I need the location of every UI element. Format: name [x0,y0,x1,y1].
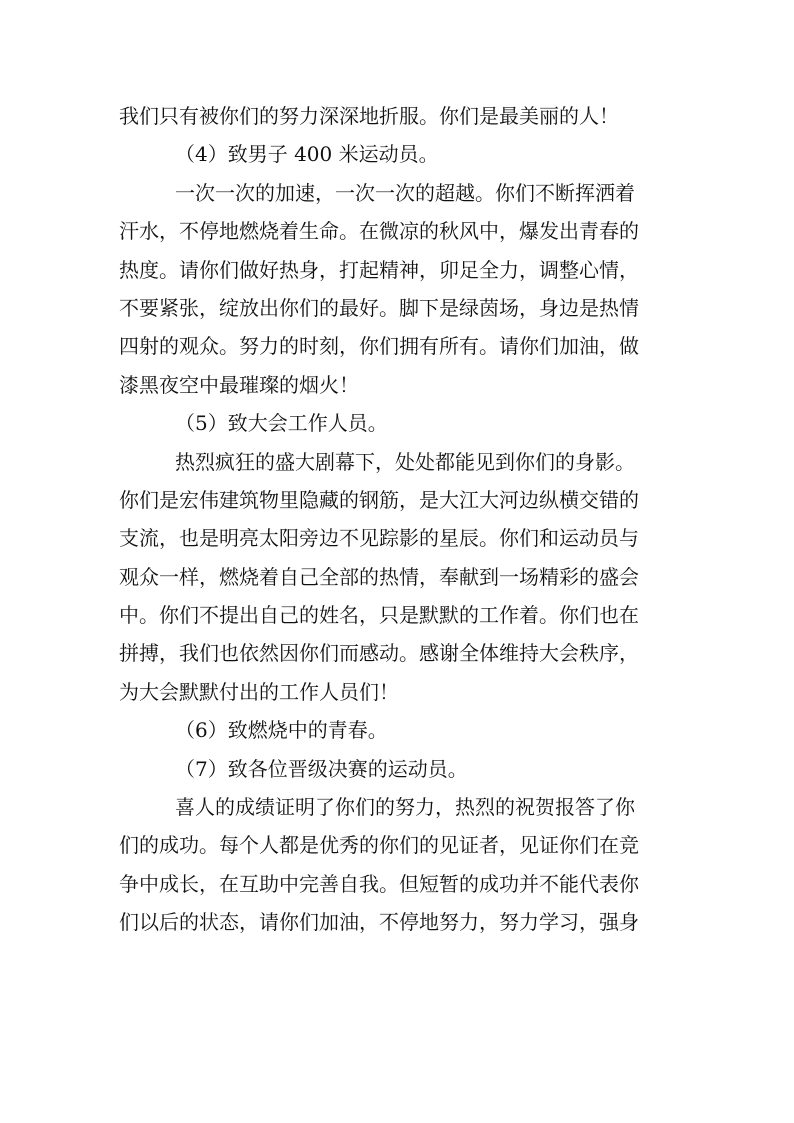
text-line: 一次一次的加速，一次一次的超越。你们不断挥洒着 [175,180,635,205]
text-line: 四射的观众。努力的时刻，你们拥有所有。请你们加油，做 [119,334,639,359]
text-line: 不要紧张，绽放出你们的最好。脚下是绿茵场，身边是热情 [119,295,639,320]
text-line: 中。你们不提出自己的姓名，只是默默的工作着。你们也在 [119,603,639,628]
text-line: 你们是宏伟建筑物里隐藏的钢筋，是大江大河边纵横交错的 [119,487,639,512]
text-line: 我们只有被你们的努力深深地折服。你们是最美丽的人！ [119,104,619,128]
text-line: 拼搏，我们也依然因你们而感动。感谢全体维持大会秩序， [119,641,639,666]
document-body [119,97,679,942]
text-line: 为大会默默付出的工作人员们！ [119,679,399,704]
section-heading: （7）致各位晋级决赛的运动员。 [175,756,468,781]
text-line: 们以后的状态，请你们加油，不停地努力，努力学习，强身 [119,910,639,935]
text-line: 支流，也是明亮太阳旁边不见踪影的星辰。你们和运动员与 [119,526,639,551]
text-line: 热度。请你们做好热身，打起精神，卯足全力，调整心情， [119,257,639,282]
text-line: 争中成长，在互助中完善自我。但短暂的成功并不能代表你 [119,871,639,896]
text-line: 漆黑夜空中最璀璨的烟火！ [119,372,359,397]
section-heading: （5）致大会工作人员。 [175,411,388,436]
text-line: 汗水，不停地燃烧着生命。在微凉的秋风中，爆发出青春的 [119,219,639,244]
section-heading: （6）致燃烧中的青春。 [175,718,388,743]
text-line: 观众一样，燃烧着自己全部的热情，奉献到一场精彩的盛会 [119,564,639,589]
text-line: 们的成功。每个人都是优秀的你们的见证者，见证你们在竞 [119,833,639,858]
section-heading: （4）致男子 400 米运动员。 [175,142,439,167]
text-line: 喜人的成绩证明了你们的努力，热烈的祝贺报答了你 [175,795,635,820]
text-line: 热烈疯狂的盛大剧幕下，处处都能见到你们的身影。 [175,449,635,474]
